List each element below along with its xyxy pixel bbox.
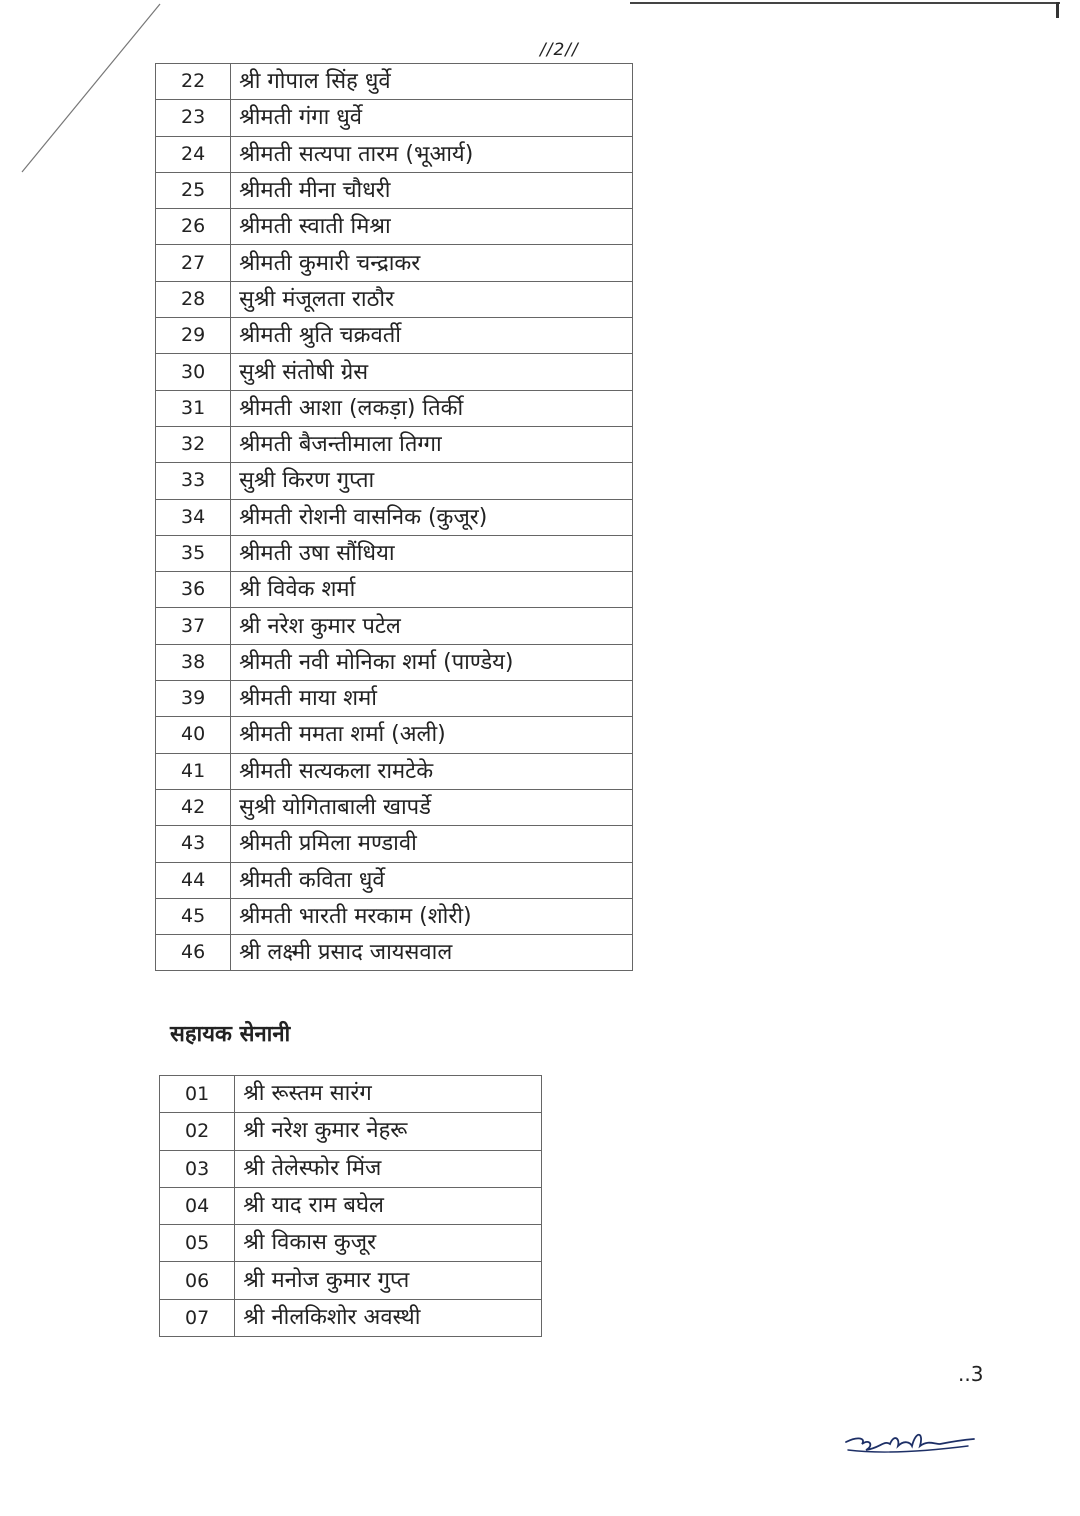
officer-name: श्री विवेक शर्मा [231, 572, 633, 608]
table-row [156, 463, 633, 499]
officer-name: श्रीमती सत्यकला रामटेके [231, 753, 633, 789]
page-number: //2// [540, 40, 579, 60]
table-row [156, 535, 633, 571]
officer-name: श्रीमती उषा सौंधिया [231, 535, 633, 571]
officer-name: सुश्री मंजूलता राठौर [231, 281, 633, 317]
table-row [156, 136, 633, 172]
table-row [156, 390, 633, 426]
serial-number: 38 [156, 644, 231, 680]
serial-number: 24 [156, 136, 231, 172]
serial-number: 41 [156, 753, 231, 789]
officer-name: श्री याद राम बघेल [235, 1187, 542, 1224]
officer-name: श्रीमती माया शर्मा [231, 681, 633, 717]
serial-number: 43 [156, 826, 231, 862]
table-row [156, 898, 633, 934]
table-row [160, 1299, 542, 1336]
officer-name: श्रीमती स्वाती मिश्रा [231, 209, 633, 245]
serial-number: 04 [160, 1187, 235, 1224]
section-heading: सहायक सेनानी [170, 1022, 291, 1047]
officer-name: श्री नरेश कुमार नेहरू [235, 1113, 542, 1150]
main-roster-body [156, 64, 633, 971]
officer-name: श्री रूस्तम सारंग [235, 1076, 542, 1113]
officer-name: श्रीमती कुमारी चन्द्राकर [231, 245, 633, 281]
serial-number: 31 [156, 390, 231, 426]
serial-number: 34 [156, 499, 231, 535]
officer-name: श्रीमती आशा (लकड़ा) तिर्की [231, 390, 633, 426]
officer-name: श्रीमती श्रुति चक्रवर्ती [231, 318, 633, 354]
table-row [160, 1076, 542, 1113]
assistant-roster-body [160, 1076, 542, 1337]
table-row [156, 245, 633, 281]
officer-name: सुश्री योगिताबाली खापर्डे [231, 789, 633, 825]
serial-number: 06 [160, 1262, 235, 1299]
table-row [156, 644, 633, 680]
officer-name: श्रीमती भारती मरकाम (शोरी) [231, 898, 633, 934]
serial-number: 40 [156, 717, 231, 753]
table-row [156, 100, 633, 136]
table-row [156, 753, 633, 789]
continued-marker: ..3 [958, 1362, 984, 1386]
officer-name: श्री मनोज कुमार गुप्त [235, 1262, 542, 1299]
serial-number: 25 [156, 172, 231, 208]
scan-edge-mark [1056, 2, 1059, 18]
officer-name: सुश्री किरण गुप्ता [231, 463, 633, 499]
table-row [156, 281, 633, 317]
serial-number: 23 [156, 100, 231, 136]
table-row [156, 935, 633, 971]
serial-number: 28 [156, 281, 231, 317]
table-row [156, 64, 633, 100]
serial-number: 37 [156, 608, 231, 644]
officer-name: श्री गोपाल सिंह धुर्वे [231, 64, 633, 100]
table-row [156, 354, 633, 390]
officer-name: श्री नीलकिशोर अवस्थी [235, 1299, 542, 1336]
serial-number: 39 [156, 681, 231, 717]
table-row [160, 1225, 542, 1262]
serial-number: 35 [156, 535, 231, 571]
officer-name: श्रीमती गंगा धुर्वे [231, 100, 633, 136]
officer-name: श्रीमती नवी मोनिका शर्मा (पाण्डेय) [231, 644, 633, 680]
table-row [156, 862, 633, 898]
officer-name: श्री लक्ष्मी प्रसाद जायसवाल [231, 935, 633, 971]
officer-name: श्रीमती रोशनी वासनिक (कुजूर) [231, 499, 633, 535]
officer-name: श्री नरेश कुमार पटेल [231, 608, 633, 644]
serial-number: 02 [160, 1113, 235, 1150]
serial-number: 07 [160, 1299, 235, 1336]
officer-name: श्रीमती बैजन्तीमाला तिग्गा [231, 426, 633, 462]
serial-number: 26 [156, 209, 231, 245]
serial-number: 42 [156, 789, 231, 825]
table-row [160, 1150, 542, 1187]
serial-number: 01 [160, 1076, 235, 1113]
officer-name: श्रीमती मीना चौधरी [231, 172, 633, 208]
table-row [156, 426, 633, 462]
serial-number: 29 [156, 318, 231, 354]
table-row [156, 172, 633, 208]
table-row [156, 572, 633, 608]
assistant-roster-table [159, 1075, 542, 1337]
officer-name: श्रीमती ममता शर्मा (अली) [231, 717, 633, 753]
officer-name: श्रीमती सत्यपा तारम (भूआर्य) [231, 136, 633, 172]
table-row [160, 1187, 542, 1224]
scan-edge-line [630, 2, 1060, 4]
officer-name: श्रीमती कविता धुर्वे [231, 862, 633, 898]
serial-number: 33 [156, 463, 231, 499]
serial-number: 46 [156, 935, 231, 971]
serial-number: 22 [156, 64, 231, 100]
officer-name: सुश्री संतोषी ग्रेस [231, 354, 633, 390]
handwritten-signature-icon [840, 1420, 980, 1460]
table-row [156, 499, 633, 535]
table-row [156, 717, 633, 753]
officer-name: श्री तेलेस्फोर मिंज [235, 1150, 542, 1187]
serial-number: 03 [160, 1150, 235, 1187]
officer-name: श्रीमती प्रमिला मण्डावी [231, 826, 633, 862]
serial-number: 32 [156, 426, 231, 462]
serial-number: 45 [156, 898, 231, 934]
table-row [156, 209, 633, 245]
serial-number: 30 [156, 354, 231, 390]
table-row [156, 826, 633, 862]
officer-name: श्री विकास कुजूर [235, 1225, 542, 1262]
serial-number: 27 [156, 245, 231, 281]
table-row [156, 681, 633, 717]
serial-number: 05 [160, 1225, 235, 1262]
table-row [156, 789, 633, 825]
serial-number: 36 [156, 572, 231, 608]
serial-number: 44 [156, 862, 231, 898]
main-roster-table [155, 63, 633, 971]
table-row [160, 1262, 542, 1299]
table-row [156, 318, 633, 354]
table-row [156, 608, 633, 644]
table-row [160, 1113, 542, 1150]
